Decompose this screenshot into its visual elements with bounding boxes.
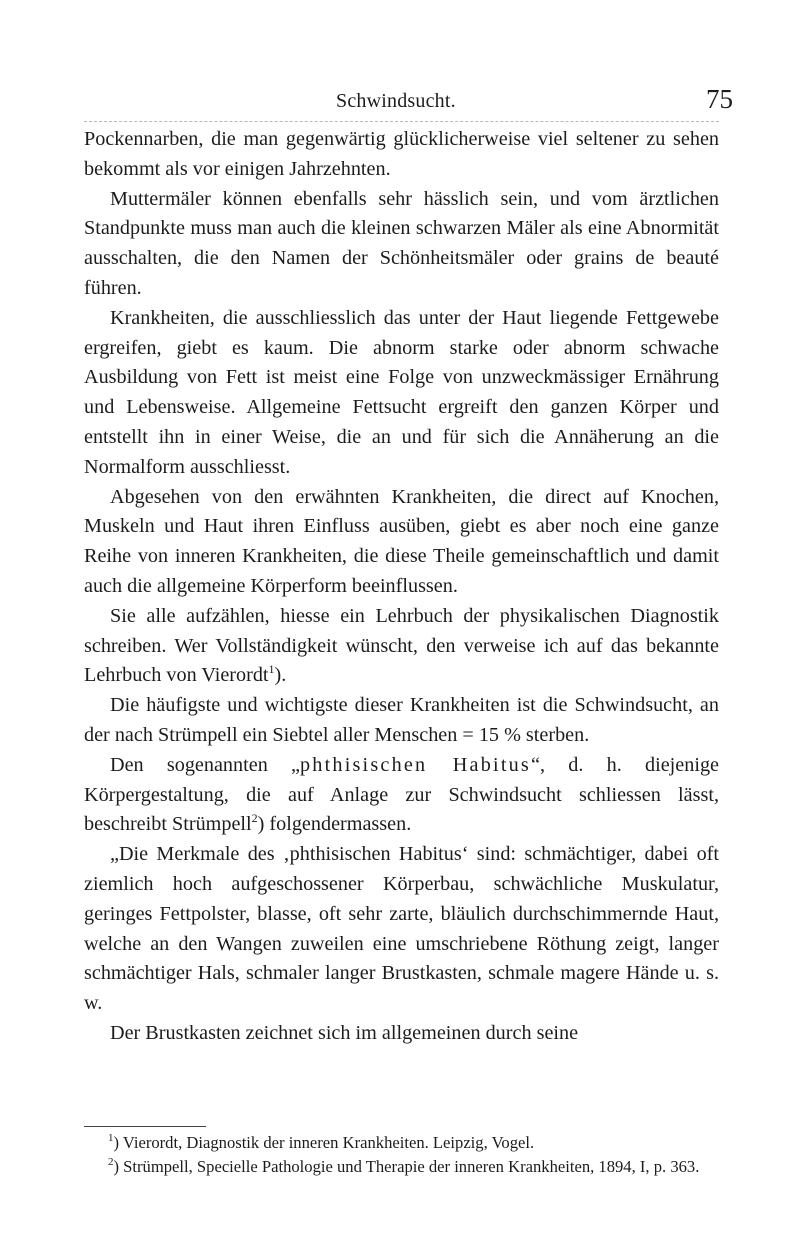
footnote-mark: 2 xyxy=(108,1155,114,1168)
footnote-divider xyxy=(84,1126,206,1127)
footnote-text: ) Vierordt, Diagnostik der inneren Krankheiten. Leipzig, Vogel. xyxy=(113,1133,535,1152)
paragraph: Krankheiten, die ausschliesslich das unter der Haut liegende Fettgewebe ergreifen, giebt es kaum. Die abnorm starke oder abnorm schwache Ausbildung von Fett ist meist eine Folge von unzweckmässiger Ernährung und Lebensweise. Allgemeine Fettsucht ergreift den ganzen Körper und entstellt ihn in einer Weise, die an und für sich die Annäherung an die Normalform ausschliesst. xyxy=(84,306,719,478)
paragraph: Der Brustkasten zeichnet sich im allgemeinen durch seine xyxy=(110,1021,579,1044)
footnote-reference[interactable]: 2 xyxy=(251,811,258,826)
footnote-reference[interactable]: 1 xyxy=(268,662,275,677)
paragraph-text: Den sogenannten „ xyxy=(110,753,300,776)
header-divider xyxy=(84,121,719,122)
running-title: Schwindsucht. xyxy=(336,90,456,112)
paragraph-text: Sie alle aufzählen, hiesse ein Lehrbuch der physikalischen Diagnostik schreiben. Wer Vollständigkeit wünscht, den verweise ich auf das bekannte Lehrbuch von Vierordt xyxy=(84,604,719,687)
paragraph: Pockennarben, die man gegenwärtig glücklicherweise viel seltener zu sehen bekommt als vor einigen Jahrzehnten. xyxy=(84,128,719,180)
paragraph: Die häufigste und wichtigste dieser Krankheiten ist die Schwindsucht, an der nach Strümpell ein Siebtel aller Menschen = 15 % sterben. xyxy=(84,694,719,746)
footnote xyxy=(84,1155,719,1179)
page-number: 75 xyxy=(706,84,733,114)
paragraph-text: ) folgendermassen. xyxy=(257,813,412,836)
page-header xyxy=(0,84,801,118)
paragraph-text: “, d. h. diejenige Körpergestaltung, die auf Anlage zur Schwindsucht schliessen lässt, beschreibt Strümpell xyxy=(84,753,719,836)
emphasized-term: phthisischen Habitus xyxy=(300,753,531,776)
paragraph: Muttermäler können ebenfalls sehr hässlich sein, und vom ärztlichen Standpunkte muss man auch die kleinen schwarzen Mäler als eine Abnormität ausschalten, die den Namen der Schönheitsmäler oder grains de beauté führen. xyxy=(84,187,719,299)
paragraph xyxy=(84,602,719,691)
paragraph xyxy=(84,751,719,840)
body-text xyxy=(84,125,719,1049)
paragraph-text: ). xyxy=(274,664,287,687)
footnote-text: ) Strümpell, Specielle Pathologie und Therapie der inneren Krankheiten, 1894, I, p. 363. xyxy=(113,1156,700,1176)
paragraph: Abgesehen von den erwähnten Krankheiten, die direct auf Knochen, Muskeln und Haut ihren Einfluss ausüben, giebt es aber noch eine ganze Reihe von inneren Krankheiten, die diese Theile gemeinschaftlich und damit auch die allgemeine Körperform beeinflussen. xyxy=(84,485,719,597)
footnote xyxy=(84,1131,719,1155)
footnotes xyxy=(84,1131,719,1178)
footnote-mark: 1 xyxy=(108,1132,114,1144)
paragraph: „Die Merkmale des ‚phthisischen Habitus‘ sind: schmächtiger, dabei oft ziemlich hoch aufgeschossener Körperbau, schwächliche Muskulatur, geringes Fettpolster, blasse, oft sehr zarte, bläulich durchschimmernde Haut, welche an den Wangen zuweilen eine umschriebene Röthung zeigt, langer schmächtiger Hals, schmaler langer Brustkasten, schmale magere Hände u. s. w. xyxy=(84,843,719,1015)
